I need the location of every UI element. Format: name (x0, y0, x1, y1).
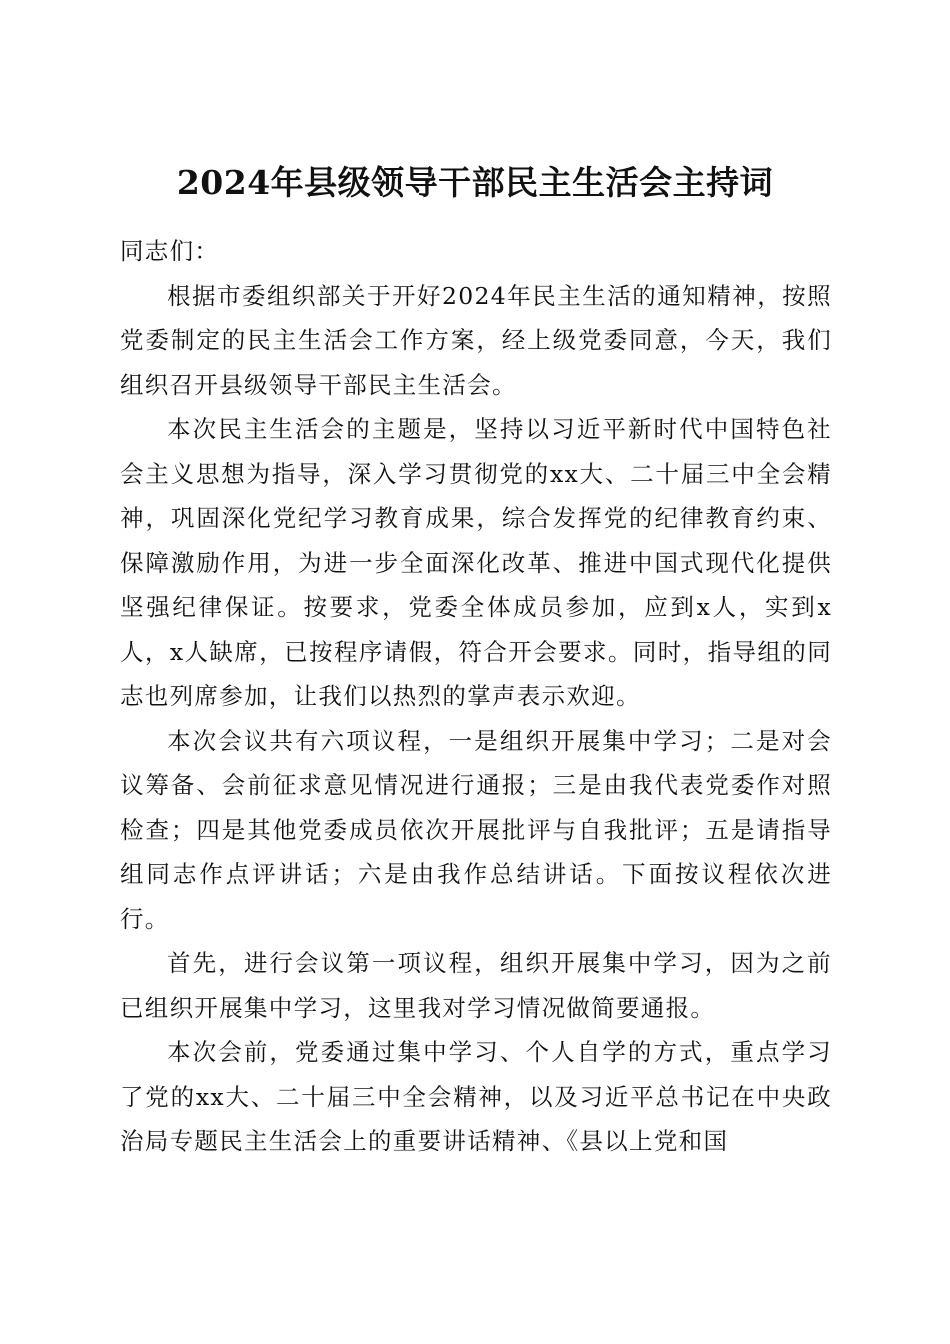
salutation: 同志们： (120, 237, 220, 265)
document-body (120, 229, 832, 1164)
paragraph-study-report: 本次会前，党委通过集中学习、个人自学的方式，重点学习了党的xx大、二十届三中全会精神，以及习近平总书记在中央政治局专题民主生活会上的重要讲话精神、《县以上党和国 (120, 1038, 832, 1155)
paragraph-first-item: 首先，进行会议第一项议程，组织开展集中学习，因为之前已组织开展集中学习，这里我对学习情况做简要通报。 (120, 949, 832, 1022)
paragraph-agenda: 本次会议共有六项议程，一是组织开展集中学习；二是对会议筹备、会前征求意见情况进行通报；三是由我代表党委作对照检查；四是其他党委成员依次开展批评与自我批评；五是请指导组同志作点评讲话；六是由我作总结讲话。下面按议程依次进行。 (120, 726, 832, 933)
document-title: 2024年县级领导干部民主生活会主持词 (176, 163, 774, 203)
paragraph-meeting-notice: 根据市委组织部关于开好2024年民主生活的通知精神，按照党委制定的民主生活会工作方案，经上级党委同意，今天，我们组织召开县级领导干部民主生活会。 (120, 281, 832, 399)
paragraph-meeting-theme: 本次民主生活会的主题是，坚持以习近平新时代中国特色社会主义思想为指导，深入学习贯彻党的xx大、二十届三中全会精神，巩固深化党纪学习教育成果，综合发挥党的纪律教育约束、保障激励作用，为进一步全面深化改革、推进中国式现代化提供坚强纪律保证。按要求，党委全体成员参加，应到x人，实到x人，x人缺席，已按程序请假，符合开会要求。同时，指导组的同志也列席参加，让我们以热烈的掌声表示欢迎。 (120, 415, 832, 710)
